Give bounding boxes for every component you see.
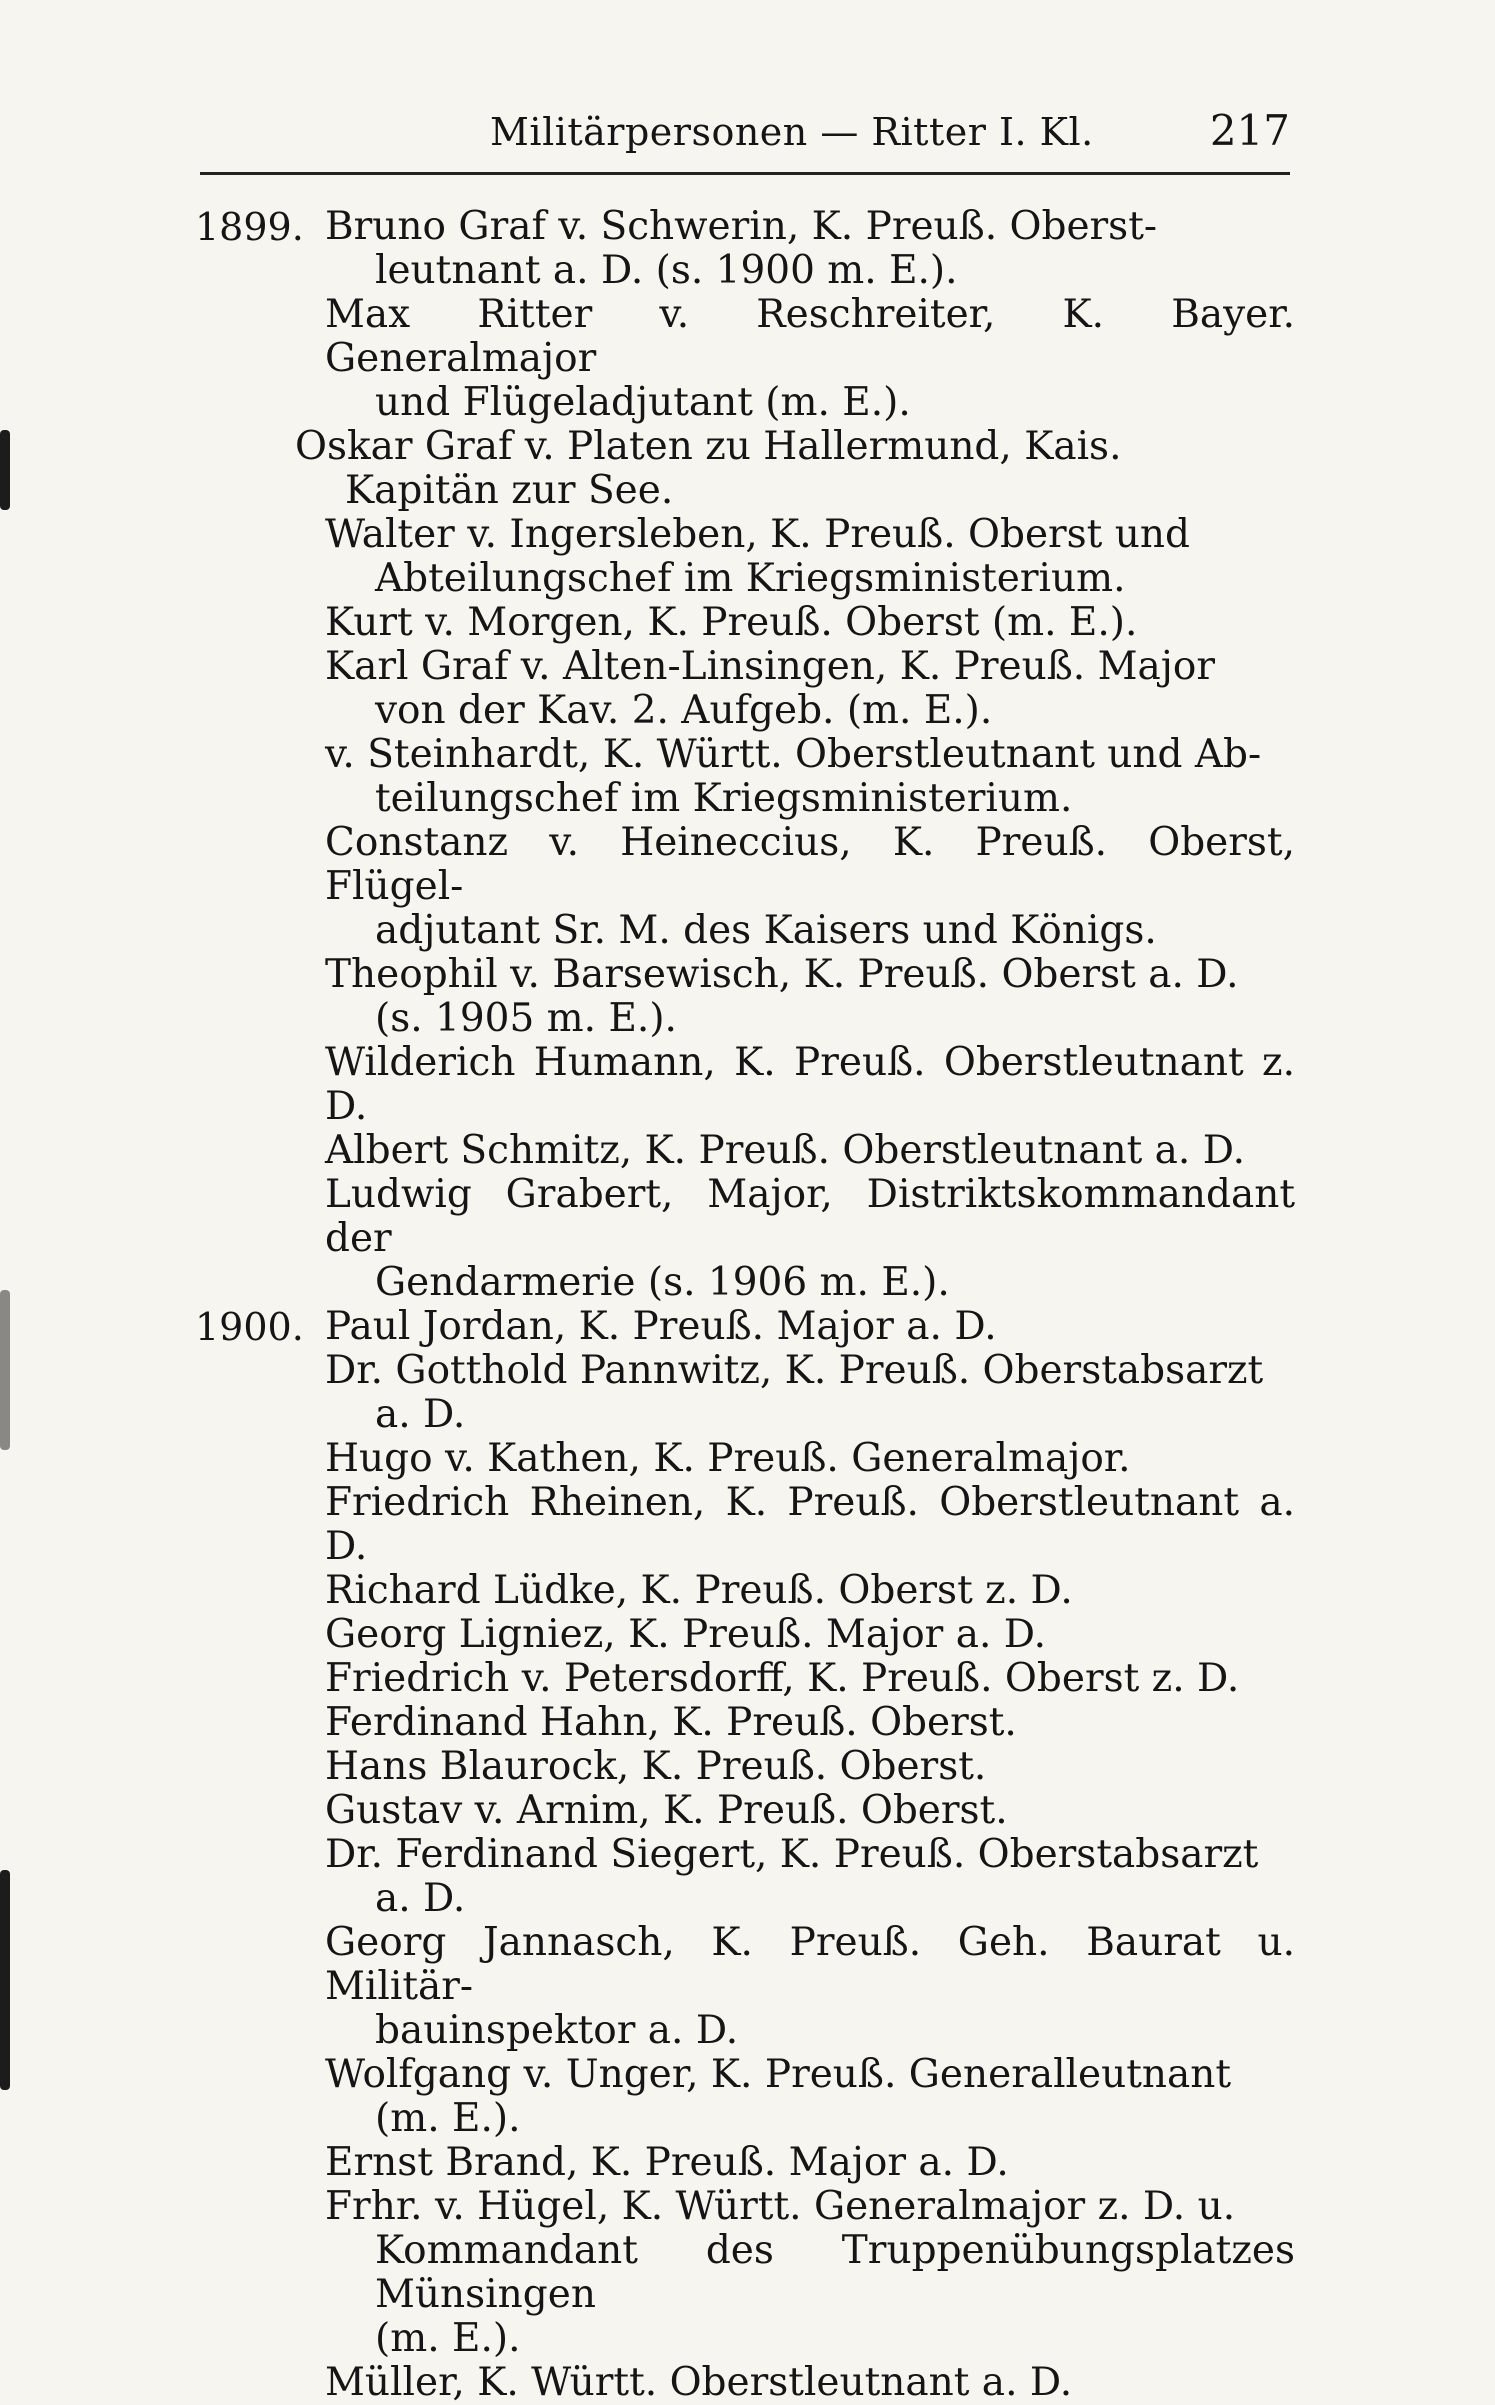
entry-text [325, 2141, 1295, 2185]
entry-line-2: a. D. [375, 1876, 466, 1921]
entry-text [325, 645, 1295, 733]
entry-line-1: Oskar Graf v. Platen zu Hallermund, Kais. [295, 424, 1122, 469]
list-item [195, 733, 1295, 821]
entry-line-1: Georg Jannasch, K. Preuß. Geh. Baurat u. Militär- [325, 1920, 1295, 2009]
list-item [195, 1305, 1295, 1349]
entry-text [325, 821, 1295, 953]
entry-line-2: von der Kav. 2. Aufgeb. (m. E.). [375, 688, 993, 733]
list-item [195, 1349, 1295, 1437]
entry-line-2: bauinspektor a. D. [375, 2008, 739, 2053]
header-rule [200, 172, 1290, 175]
scan-edge-mark [0, 1870, 10, 2090]
entry-text [325, 1481, 1295, 1569]
entry-line-1: Dr. Gotthold Pannwitz, K. Preuß. Oberstabsarzt [325, 1348, 1264, 1393]
list-item [195, 1921, 1295, 2053]
entry-text [325, 1657, 1295, 1701]
entry-text [325, 1833, 1295, 1921]
page-number: 217 [1209, 106, 1290, 155]
entry-line-1: Karl Graf v. Alten-Linsingen, K. Preuß. Major [325, 644, 1215, 689]
entry-line-2: a. D. [375, 1392, 466, 1437]
list-item [195, 601, 1295, 645]
entry-text [325, 513, 1295, 601]
scan-edge-mark [0, 1290, 10, 1450]
list-item [195, 2185, 1295, 2361]
entry-text [325, 1173, 1295, 1305]
entry-line-1: Müller, K. Württ. Oberstleutnant a. D. [325, 2360, 1073, 2405]
list-item [195, 293, 1295, 425]
list-item [195, 1569, 1295, 1613]
entry-line-1: Ernst Brand, K. Preuß. Major a. D. [325, 2140, 1009, 2185]
entry-line-1: Hugo v. Kathen, K. Preuß. Generalmajor. [325, 1436, 1131, 1481]
entry-text [325, 1129, 1295, 1173]
entry-text [325, 953, 1295, 1041]
entry-text [325, 205, 1295, 293]
list-item [195, 1481, 1295, 1569]
entry-line-1: Kurt v. Morgen, K. Preuß. Oberst (m. E.). [325, 600, 1138, 645]
entry-line-1: Dr. Ferdinand Siegert, K. Preuß. Oberstabsarzt [325, 1832, 1259, 1877]
entry-text [325, 1745, 1295, 1789]
entry-line-1: Walter v. Ingersleben, K. Preuß. Oberst und [325, 512, 1190, 557]
entry-line-2: und Flügeladjutant (m. E.). [375, 380, 911, 425]
entry-year: 1900. [195, 1305, 304, 1349]
entry-line-2: Kommandant des Truppenübungsplatzes Münsingen (m. E.). [375, 2228, 1295, 2361]
entry-line-1: Georg Ligniez, K. Preuß. Major a. D. [325, 1612, 1047, 1657]
entry-text [325, 1349, 1295, 1437]
entry-text [325, 1789, 1295, 1833]
list-item [195, 1657, 1295, 1701]
entry-text [325, 1569, 1295, 1613]
entry-text [325, 293, 1295, 425]
entry-line-1: Richard Lüdke, K. Preuß. Oberst z. D. [325, 1568, 1073, 1613]
list-item [195, 953, 1295, 1041]
list-item [195, 1745, 1295, 1789]
entry-line-1: v. Steinhardt, K. Württ. Oberstleutnant und Ab- [325, 732, 1262, 777]
list-item [195, 2141, 1295, 2185]
list-item [195, 513, 1295, 601]
entry-text [325, 733, 1295, 821]
list-item [195, 1613, 1295, 1657]
entry-line-1: Theophil v. Barsewisch, K. Preuß. Oberst a. D. [325, 952, 1239, 997]
entry-line-1: Frhr. v. Hügel, K. Württ. Generalmajor z. D. u. [325, 2184, 1236, 2229]
entry-line-1: Ludwig Grabert, Major, Distriktskommandant der [325, 1172, 1295, 1261]
entry-line-1: Hans Blaurock, K. Preuß. Oberst. [325, 1744, 987, 1789]
list-item [195, 1789, 1295, 1833]
entry-text [325, 601, 1295, 645]
entry-list [195, 205, 1295, 2405]
list-item [195, 1041, 1295, 1129]
list-item [195, 821, 1295, 953]
entry-line-1: Albert Schmitz, K. Preuß. Oberstleutnant a. D. [325, 1128, 1245, 1173]
entry-text [325, 1437, 1295, 1481]
entry-line-1: Constanz v. Heineccius, K. Preuß. Oberst, Flügel- [325, 820, 1295, 909]
entry-text [325, 2361, 1295, 2405]
entry-text [325, 1305, 1295, 1349]
list-item [195, 1701, 1295, 1745]
entry-text [295, 425, 1295, 513]
list-item [195, 425, 1295, 513]
list-item [195, 2053, 1295, 2141]
list-item [195, 205, 1295, 293]
entry-line-1: Bruno Graf v. Schwerin, K. Preuß. Oberst- [325, 204, 1158, 249]
entry-text [325, 2185, 1295, 2361]
entry-text [325, 1041, 1295, 1129]
entry-line-2: (m. E.). [375, 2096, 521, 2141]
list-item [195, 2361, 1295, 2405]
entry-year: 1899. [195, 205, 304, 249]
running-header [200, 100, 1290, 170]
entry-text [325, 1701, 1295, 1745]
entry-line-2: (s. 1905 m. E.). [375, 996, 677, 1041]
entry-line-1: Wolfgang v. Unger, K. Preuß. Generalleutnant [325, 2052, 1232, 2097]
entry-line-2: Abteilungschef im Kriegsministerium. [375, 556, 1126, 601]
entry-line-1: Friedrich v. Petersdorff, K. Preuß. Oberst z. D. [325, 1656, 1240, 1701]
list-item [195, 1129, 1295, 1173]
entry-text [325, 1613, 1295, 1657]
list-item [195, 1833, 1295, 1921]
list-item [195, 645, 1295, 733]
entry-text [325, 2053, 1295, 2141]
entry-line-2: leutnant a. D. (s. 1900 m. E.). [375, 248, 958, 293]
header-title: Militärpersonen — Ritter I. Kl. [490, 110, 1094, 154]
list-item [195, 1437, 1295, 1481]
entry-line-2: Gendarmerie (s. 1906 m. E.). [375, 1260, 950, 1305]
entry-line-2: Kapitän zur See. [345, 468, 674, 513]
entry-line-2: teilungschef im Kriegsministerium. [375, 776, 1073, 821]
entry-line-1: Ferdinand Hahn, K. Preuß. Oberst. [325, 1700, 1017, 1745]
entry-text [325, 1921, 1295, 2053]
entry-line-2: adjutant Sr. M. des Kaisers und Königs. [375, 908, 1157, 953]
list-item [195, 1173, 1295, 1305]
entry-line-1: Wilderich Humann, K. Preuß. Oberstleutnant z. D. [325, 1040, 1295, 1129]
scan-edge-mark [0, 430, 10, 510]
entry-line-1: Gustav v. Arnim, K. Preuß. Oberst. [325, 1788, 1008, 1833]
entry-line-1: Max Ritter v. Reschreiter, K. Bayer. Generalmajor [325, 292, 1295, 381]
entry-line-1: Paul Jordan, K. Preuß. Major a. D. [325, 1304, 997, 1349]
entry-line-1: Friedrich Rheinen, K. Preuß. Oberstleutnant a. D. [325, 1480, 1295, 1569]
